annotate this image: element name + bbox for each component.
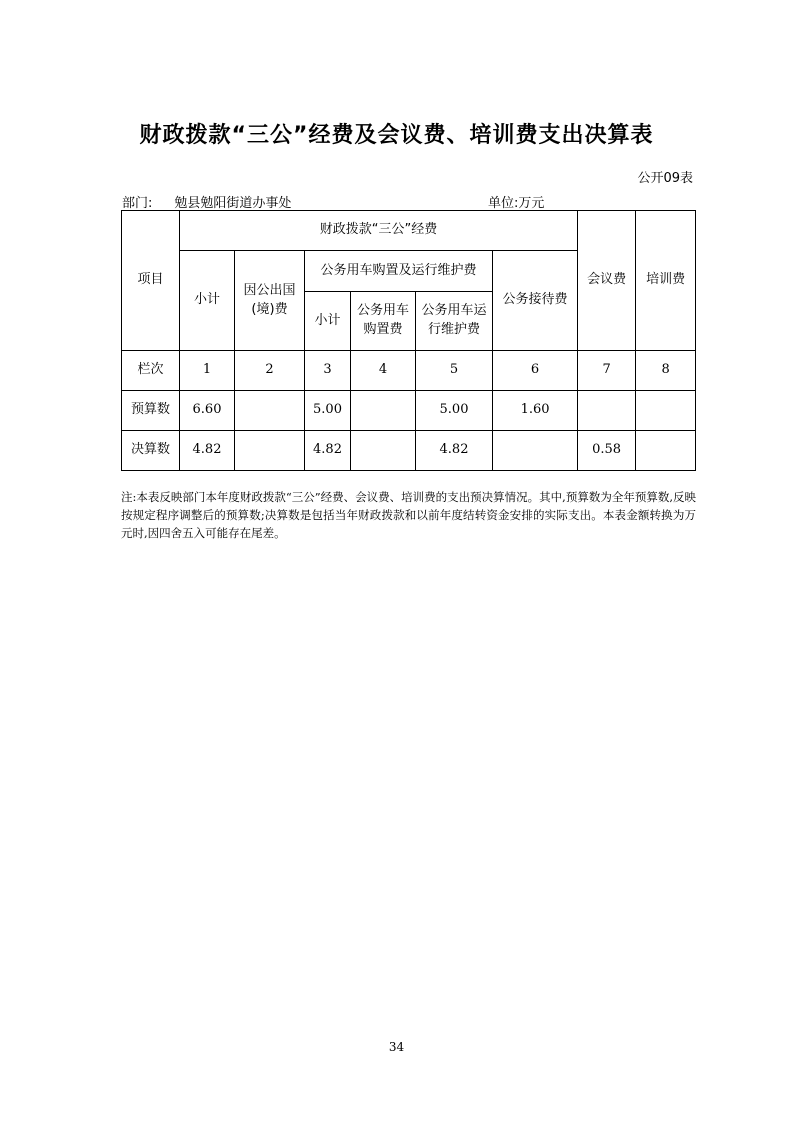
table-cell: [351, 391, 416, 431]
table-cell: 4.82: [416, 431, 493, 471]
table-row: [122, 391, 696, 431]
column-number: 2: [235, 351, 305, 391]
table-cell: 4.82: [305, 431, 351, 471]
column-number: 7: [578, 351, 636, 391]
header-vehicle-operation: 公务用车运 行维护费: [416, 292, 493, 351]
column-number: 4: [351, 351, 416, 391]
table-row: [122, 431, 696, 471]
column-number: 3: [305, 351, 351, 391]
header-abroad: 因公出国 (境)费: [235, 251, 305, 351]
department-value: 勉县勉阳街道办事处: [174, 196, 292, 211]
table-cell: [351, 431, 416, 471]
table-cell: 0.58: [578, 431, 636, 471]
row-label: 预算数: [122, 391, 180, 431]
table-cell: [636, 391, 696, 431]
row-label: 栏次: [122, 351, 180, 391]
column-number-row: [122, 351, 696, 391]
page-title: 财政拨款“三公”经费及会议费、培训费支出决算表: [139, 123, 654, 148]
header-item: 项目: [122, 211, 180, 351]
table-cell: [235, 431, 305, 471]
table-cell: 5.00: [305, 391, 351, 431]
column-number: 1: [180, 351, 235, 391]
header-meeting: 会议费: [578, 211, 636, 351]
column-number: 6: [493, 351, 578, 391]
column-number: 5: [416, 351, 493, 391]
header-subtotal: 小计: [180, 251, 235, 351]
table-cell: [493, 431, 578, 471]
department-label: 部门:: [122, 196, 153, 211]
header-three-public: 财政拨款“三公”经费: [180, 211, 578, 251]
table-cell: 1.60: [493, 391, 578, 431]
form-number: 公开09表: [637, 171, 693, 186]
table-cell: [636, 431, 696, 471]
table-cell: [235, 391, 305, 431]
table-cell: 4.82: [180, 431, 235, 471]
header-vehicle-group: 公务用车购置及运行维护费: [305, 251, 493, 292]
row-label: 决算数: [122, 431, 180, 471]
expense-table: [121, 210, 696, 471]
header-vehicle-subtotal: 小计: [305, 292, 351, 351]
table-cell: [578, 391, 636, 431]
footnote: 注:本表反映部门本年度财政拨款“三公”经费、会议费、培训费的支出预决算情况。其中,预算数为全年预算数,反映按规定程序调整后的预算数;决算数是包括当年财政拨款和以前年度结转资金安排的实际支出。本表金额转换为万元时,因四舍五入可能存在尾差。: [121, 490, 696, 540]
table-cell: 5.00: [416, 391, 493, 431]
table-cell: 6.60: [180, 391, 235, 431]
column-number: 8: [636, 351, 696, 391]
header-vehicle-purchase: 公务用车 购置费: [351, 292, 416, 351]
page-number: 34: [388, 1040, 405, 1054]
header-training: 培训费: [636, 211, 696, 351]
header-reception: 公务接待费: [493, 251, 578, 351]
department-line: [122, 192, 291, 211]
unit-label: 单位:万元: [488, 196, 545, 211]
